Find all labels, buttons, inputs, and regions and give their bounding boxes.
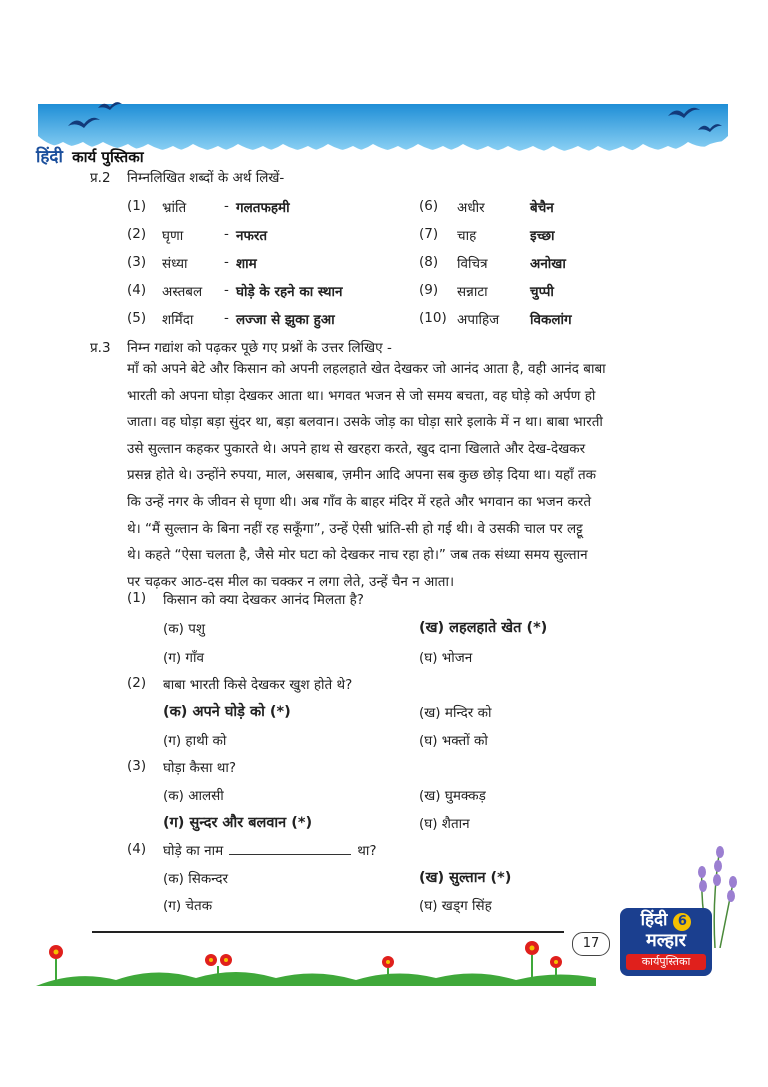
sub-question-text-start: घोड़े का नाम bbox=[163, 843, 224, 859]
logo-brand: हिंदी bbox=[640, 910, 668, 930]
word: अस्तबल bbox=[162, 284, 203, 300]
logo-class-number: 6 bbox=[673, 913, 691, 931]
word: अपाहिज bbox=[457, 312, 500, 328]
sub-question-number: (3) bbox=[127, 758, 147, 774]
sub-question-text: बाबा भारती किसे देखकर खुश होते थे? bbox=[163, 677, 353, 693]
question-number: प्र.2 bbox=[90, 170, 111, 186]
question-text: निम्नलिखित शब्दों के अर्थ लिखें- bbox=[127, 170, 285, 186]
option-correct: (ख) लहलहाते खेत (*) bbox=[419, 620, 548, 636]
sub-question-text-end: था? bbox=[357, 843, 377, 859]
separator: - bbox=[224, 310, 229, 326]
option: (ख) मन्दिर को bbox=[419, 705, 492, 721]
item-number: (7) bbox=[419, 226, 439, 242]
page-number: 17 bbox=[572, 932, 610, 956]
passage-line: भारती को अपना घोड़ा देखकर आता था। भगवत भजन से जो समय बचता, वह घोड़े को अर्पण हो bbox=[127, 387, 596, 404]
option: (घ) शैतान bbox=[419, 816, 470, 832]
meaning: अनोखा bbox=[530, 256, 566, 272]
option: (क) सिकन्दर bbox=[163, 871, 229, 887]
logo-subtitle: कार्यपुस्तिका bbox=[626, 954, 706, 970]
meaning: नफरत bbox=[236, 228, 268, 244]
meaning: बेचैन bbox=[530, 200, 554, 216]
word: अधीर bbox=[457, 200, 485, 216]
passage-line: थे। कहते “ऐसा चलता है, जैसे मोर घटा को देखकर नाच रहा हो।” जब तक संध्या समय सुल्तान bbox=[127, 547, 588, 564]
meaning: घोड़े के रहने का स्थान bbox=[236, 284, 343, 300]
option: (ख) घुमक्कड़ bbox=[419, 788, 486, 804]
passage-line: उसे सुल्तान कहकर पुकारते थे। अपने हाथ से खरहरा करते, खुद दाना खिलाते और देख-देखकर bbox=[127, 440, 586, 457]
item-number: (3) bbox=[127, 254, 147, 270]
word: संध्या bbox=[162, 256, 188, 272]
word: घृणा bbox=[162, 228, 184, 244]
option: (ग) हाथी को bbox=[163, 733, 227, 749]
word: चाह bbox=[457, 228, 477, 244]
question-text: निम्न गद्यांश को पढ़कर पूछे गए प्रश्नों के उत्तर लिखिए - bbox=[127, 340, 392, 356]
separator: - bbox=[224, 226, 229, 242]
separator: - bbox=[224, 198, 229, 214]
book-logo bbox=[620, 908, 712, 976]
passage-line: प्रसन्न होते थे। उन्होंने रुपया, माल, असबाब, ज़मीन आदि अपना सब कुछ छोड़ दिया था। यहाँ तक bbox=[127, 467, 597, 484]
header-brand: हिंदी bbox=[36, 147, 63, 167]
item-number: (8) bbox=[419, 254, 439, 270]
option-correct: (ग) सुन्दर और बलवान (*) bbox=[163, 815, 313, 831]
header-title-text: कार्य पुस्तिका bbox=[72, 148, 144, 166]
passage-line: पर चढ़कर आठ-दस मील का चक्कर न लगा लेते, उन्हें चैन न आता। bbox=[127, 573, 455, 590]
meaning: गलतफहमी bbox=[236, 200, 290, 216]
sub-question-number: (2) bbox=[127, 675, 147, 691]
option: (ग) गाँव bbox=[163, 650, 205, 666]
option-correct: (क) अपने घोड़े को (*) bbox=[163, 704, 291, 720]
item-number: (2) bbox=[127, 226, 147, 242]
answer-blank bbox=[229, 844, 351, 855]
sub-question-number: (4) bbox=[127, 841, 147, 857]
passage-line: जाता। वह घोड़ा बड़ा सुंदर था, बड़ा बलवान। उसके जोड़ का घोड़ा सारे इलाके में न था। बाबा भारती bbox=[127, 414, 603, 431]
word: भ्रांति bbox=[162, 200, 187, 216]
logo-series: मल्हार bbox=[645, 930, 687, 951]
item-number: (5) bbox=[127, 310, 147, 326]
meaning: चुप्पी bbox=[530, 284, 554, 300]
option: (क) आलसी bbox=[163, 788, 224, 804]
passage bbox=[127, 356, 680, 595]
option: (घ) भोजन bbox=[419, 650, 473, 666]
passage-line: माँ को अपने बेटे और किसान को अपनी लहलहाते खेत देखकर जो आनंद आता है, वही आनंद बाबा bbox=[127, 361, 606, 377]
page-header bbox=[36, 144, 144, 167]
option: (घ) खड्ग सिंह bbox=[419, 898, 492, 914]
passage-line: कि उन्हें नगर के जीवन से घृणा थी। अब गाँव के बाहर मंदिर में रहते और भगवान का भजन करते bbox=[127, 493, 592, 510]
sub-question-text: घोड़ा कैसा था? bbox=[163, 760, 237, 776]
passage-line: थे। “मैं सुल्तान के बिना नहीं रह सकूँगा”, उन्हें ऐसी भ्रांति-सी हो गई थी। वे उसकी चाल पर लट्टू bbox=[127, 520, 583, 537]
option: (क) पशु bbox=[163, 621, 206, 637]
item-number: (6) bbox=[419, 198, 439, 214]
item-number: (10) bbox=[419, 310, 447, 326]
flower-border-icon bbox=[36, 930, 596, 986]
separator: - bbox=[224, 254, 229, 270]
item-number: (1) bbox=[127, 198, 147, 214]
option-correct: (ख) सुल्तान (*) bbox=[419, 870, 512, 886]
separator: - bbox=[224, 282, 229, 298]
item-number: (9) bbox=[419, 282, 439, 298]
question-number: प्र.3 bbox=[90, 340, 111, 356]
word: सन्नाटा bbox=[457, 284, 488, 300]
meaning: शाम bbox=[236, 256, 257, 272]
item-number: (4) bbox=[127, 282, 147, 298]
option: (ग) चेतक bbox=[163, 898, 213, 914]
sub-question-text: किसान को क्या देखकर आनंद मिलता है? bbox=[163, 592, 364, 608]
sub-question-text bbox=[163, 841, 377, 859]
word: शर्मिंदा bbox=[162, 312, 194, 328]
word: विचित्र bbox=[457, 256, 488, 272]
meaning: इच्छा bbox=[530, 228, 555, 244]
sub-question-number: (1) bbox=[127, 590, 147, 606]
option: (घ) भक्तों को bbox=[419, 733, 488, 749]
meaning: विकलांग bbox=[530, 312, 572, 328]
meaning: लज्जा से झुका हुआ bbox=[236, 312, 335, 328]
